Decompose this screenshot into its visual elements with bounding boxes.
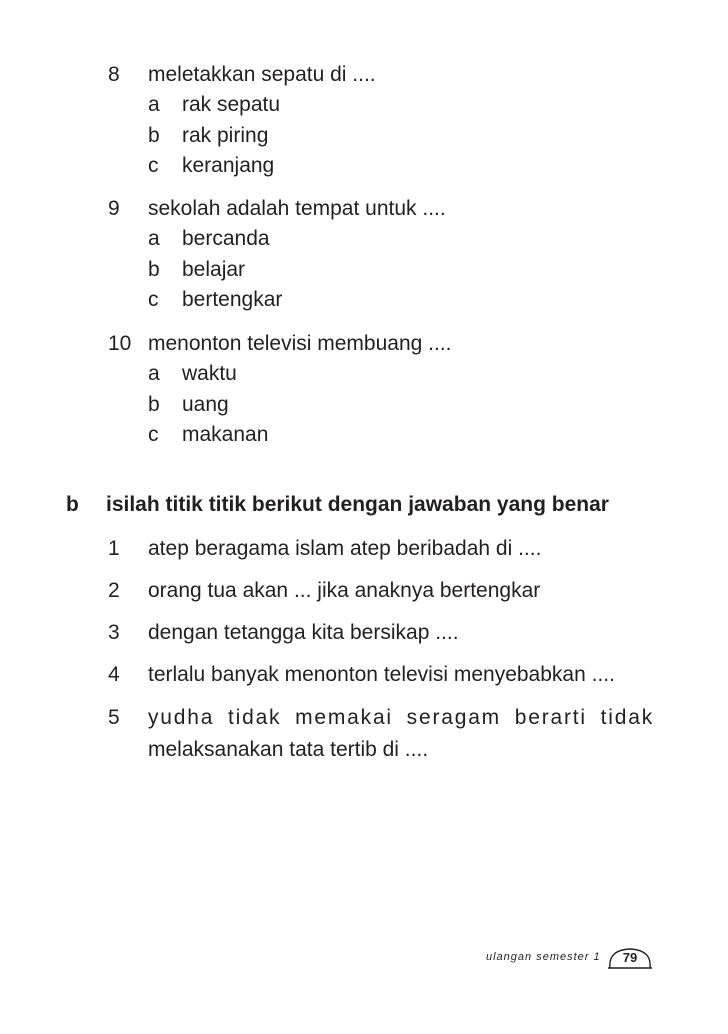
option-c: c makanan	[148, 423, 269, 446]
question-number: 10	[108, 332, 132, 355]
item-number: 1	[108, 537, 120, 560]
option-b: b rak piring	[148, 124, 269, 147]
page-number: 79	[622, 950, 638, 965]
section-instruction: isilah titik titik berikut dengan jawaban yang benar	[106, 493, 609, 516]
item-text: dengan tetangga kita bersikap ....	[148, 621, 459, 644]
item-text: atep beragama islam atep beribadah di ....	[148, 537, 542, 560]
question-text: meletakkan sepatu di ....	[148, 63, 376, 86]
question-number: 9	[108, 197, 120, 220]
option-c: c keranjang	[148, 154, 275, 177]
section-letter: b	[66, 493, 79, 516]
item-number: 3	[108, 621, 120, 644]
item-text-line2: melaksanakan tata tertib di ....	[148, 738, 429, 761]
option-b: b uang	[148, 393, 229, 416]
item-text-line1: yudha tidak memakai seragam berarti tidak	[148, 706, 654, 729]
option-a: a bercanda	[148, 227, 270, 250]
question-text: sekolah adalah tempat untuk ....	[148, 197, 446, 220]
option-a: a rak sepatu	[148, 93, 281, 116]
section-b-heading	[66, 490, 666, 520]
page-footer	[0, 940, 728, 980]
option-a: a waktu	[148, 362, 237, 385]
footer-label: ulangan semester 1	[486, 951, 601, 963]
question-text: menonton televisi membuang ....	[148, 332, 452, 355]
item-text: terlalu banyak menonton televisi menyebabkan ....	[148, 663, 615, 686]
option-c: c bertengkar	[148, 288, 283, 311]
item-number: 5	[108, 706, 120, 729]
item-number: 4	[108, 663, 120, 686]
option-b: b belajar	[148, 258, 246, 281]
item-text: orang tua akan ... jika anaknya bertengkar	[148, 579, 541, 602]
item-number: 2	[108, 579, 120, 602]
question-number: 8	[108, 63, 120, 86]
